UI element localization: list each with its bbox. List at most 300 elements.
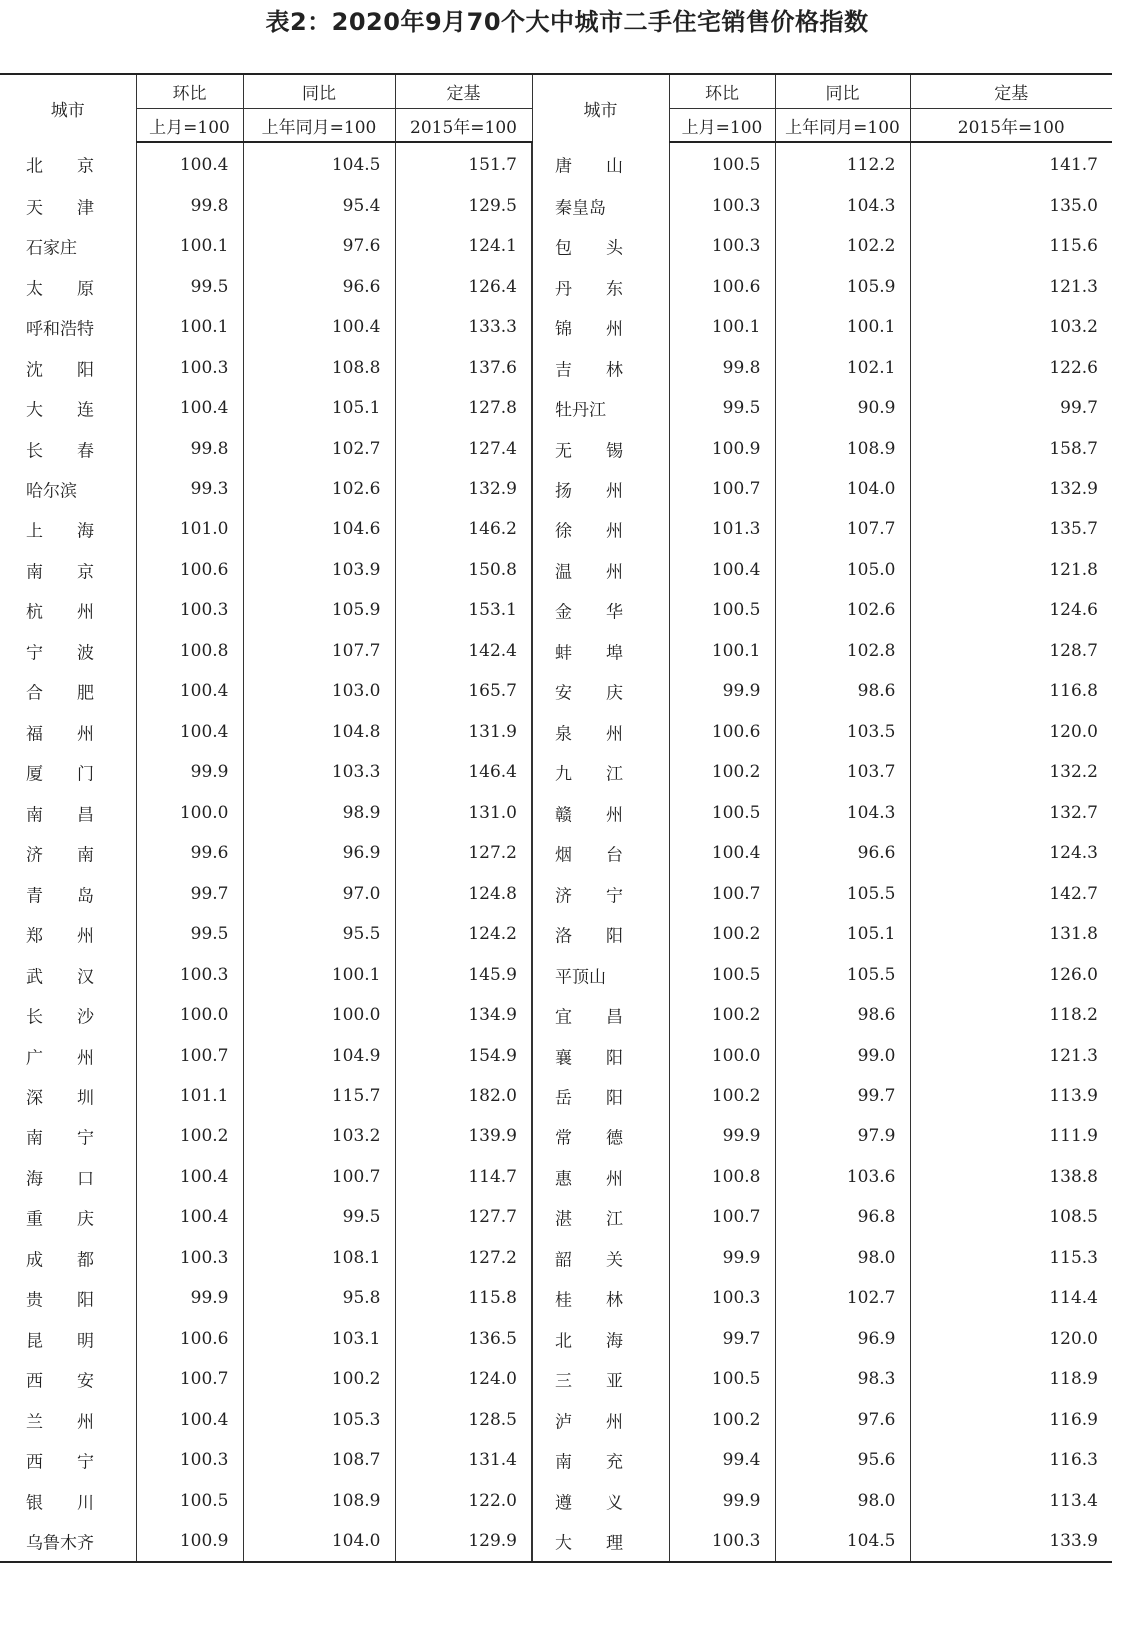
city-left-cell [0,995,136,1035]
mom-left-cell: 99.5 [136,914,243,954]
city-left-cell [0,142,136,185]
city-left-cell [0,1035,136,1075]
yoy-left-cell: 96.9 [243,833,395,873]
base-left-cell: 137.6 [395,347,532,387]
city-name: 郑 州 [26,926,94,947]
city-left-cell [0,1440,136,1480]
mom-right-cell: 99.9 [669,1480,775,1520]
yoy-left-cell: 104.9 [243,1035,395,1075]
mom-left-cell: 100.1 [136,307,243,347]
table-row [0,873,1112,913]
city-name: 蚌 埠 [555,643,623,664]
city-right-cell [532,1359,669,1399]
base-left-cell: 122.0 [395,1480,532,1520]
header-yoy-left: 同比 [243,74,395,109]
city-right-cell [532,1319,669,1359]
base-right-cell: 121.8 [910,550,1112,590]
table-row [0,1359,1112,1399]
subheader-mom-left: 上月=100 [136,109,243,143]
mom-left-cell: 100.8 [136,631,243,671]
yoy-right-cell: 107.7 [775,509,910,549]
yoy-right-cell: 105.0 [775,550,910,590]
table-row [0,509,1112,549]
city-right-cell [532,469,669,509]
city-right-cell [532,1035,669,1075]
city-name: 锦 州 [555,319,623,340]
city-name: 北 海 [555,1331,623,1352]
city-left-cell [0,1480,136,1520]
mom-left-cell: 99.9 [136,752,243,792]
city-name: 合 肥 [26,683,94,704]
base-right-cell: 118.2 [910,995,1112,1035]
city-name: 岳 阳 [555,1088,623,1109]
base-left-cell: 124.0 [395,1359,532,1399]
city-name: 乌鲁木齐 [26,1533,94,1554]
city-name: 包 头 [555,238,623,259]
yoy-right-cell: 98.6 [775,995,910,1035]
base-right-cell: 108.5 [910,1197,1112,1237]
city-name: 安 庆 [555,683,623,704]
yoy-right-cell: 95.6 [775,1440,910,1480]
mom-right-cell: 99.9 [669,1116,775,1156]
city-right-cell [532,388,669,428]
yoy-left-cell: 95.5 [243,914,395,954]
mom-right-cell: 99.5 [669,388,775,428]
table-title: 表2：2020年9月70个大中城市二手住宅销售价格指数 [265,8,869,36]
mom-right-cell: 99.7 [669,1319,775,1359]
mom-left-cell: 100.4 [136,388,243,428]
base-left-cell: 142.4 [395,631,532,671]
yoy-right-cell: 102.2 [775,226,910,266]
mom-right-cell: 100.2 [669,1076,775,1116]
city-right-cell [532,873,669,913]
base-left-cell: 124.8 [395,873,532,913]
city-right-cell [532,914,669,954]
header-yoy-right: 同比 [775,74,910,109]
mom-right-cell: 100.3 [669,1278,775,1318]
price-index-table [0,73,1112,1563]
city-right-cell [532,550,669,590]
mom-left-cell: 99.8 [136,428,243,468]
city-left-cell [0,428,136,468]
base-right-cell: 121.3 [910,266,1112,306]
base-left-cell: 146.4 [395,752,532,792]
mom-right-cell: 100.3 [669,185,775,225]
base-right-cell: 128.7 [910,631,1112,671]
table-row [0,226,1112,266]
city-name: 沈 阳 [26,360,94,381]
base-left-cell: 182.0 [395,1076,532,1116]
city-name: 西 安 [26,1371,94,1392]
mom-right-cell: 100.5 [669,1359,775,1399]
city-left-cell [0,590,136,630]
base-left-cell: 133.3 [395,307,532,347]
yoy-right-cell: 97.9 [775,1116,910,1156]
yoy-right-cell: 102.7 [775,1278,910,1318]
city-right-cell [532,1116,669,1156]
city-name: 牡丹江 [555,400,606,421]
city-left-cell [0,873,136,913]
table-row [0,752,1112,792]
base-left-cell: 114.7 [395,1157,532,1197]
base-right-cell: 158.7 [910,428,1112,468]
mom-right-cell: 100.3 [669,226,775,266]
table-row [0,266,1112,306]
city-left-cell [0,1157,136,1197]
yoy-right-cell: 98.0 [775,1480,910,1520]
mom-left-cell: 99.9 [136,1278,243,1318]
base-left-cell: 131.9 [395,712,532,752]
base-left-cell: 154.9 [395,1035,532,1075]
mom-right-cell: 100.5 [669,590,775,630]
base-left-cell: 136.5 [395,1319,532,1359]
mom-left-cell: 100.1 [136,226,243,266]
mom-left-cell: 100.6 [136,1319,243,1359]
city-left-cell [0,1197,136,1237]
base-right-cell: 124.3 [910,833,1112,873]
mom-right-cell: 100.4 [669,833,775,873]
mom-left-cell: 100.3 [136,347,243,387]
city-name: 三 亚 [555,1371,623,1392]
base-left-cell: 134.9 [395,995,532,1035]
subheader-base-left: 2015年=100 [395,109,532,143]
city-name: 长 沙 [26,1007,94,1028]
city-name: 秦皇岛 [555,198,606,219]
table-row [0,671,1112,711]
city-name: 上 海 [26,521,94,542]
base-left-cell: 127.8 [395,388,532,428]
city-name: 厦 门 [26,764,94,785]
city-name: 遵 义 [555,1493,623,1514]
base-right-cell: 126.0 [910,954,1112,994]
header-base-right: 定基 [910,74,1112,109]
yoy-right-cell: 96.9 [775,1319,910,1359]
base-right-cell: 124.6 [910,590,1112,630]
city-name: 海 口 [26,1169,94,1190]
city-name: 广 州 [26,1048,94,1069]
header-base-left: 定基 [395,74,532,109]
mom-left-cell: 100.5 [136,1480,243,1520]
yoy-left-cell: 105.3 [243,1400,395,1440]
header-mom-right: 环比 [669,74,775,109]
mom-left-cell: 100.6 [136,550,243,590]
yoy-right-cell: 96.8 [775,1197,910,1237]
city-name: 太 原 [26,279,94,300]
yoy-left-cell: 102.7 [243,428,395,468]
city-right-cell [532,185,669,225]
base-left-cell: 153.1 [395,590,532,630]
city-name: 重 庆 [26,1209,94,1230]
base-right-cell: 131.8 [910,914,1112,954]
yoy-right-cell: 103.7 [775,752,910,792]
yoy-right-cell: 105.9 [775,266,910,306]
city-name: 吉 林 [555,360,623,381]
subheader-base-right: 2015年=100 [910,109,1112,143]
city-right-cell [532,1076,669,1116]
base-left-cell: 115.8 [395,1278,532,1318]
mom-left-cell: 100.4 [136,712,243,752]
city-name: 南 宁 [26,1128,94,1149]
city-name: 贵 阳 [26,1290,94,1311]
base-right-cell: 135.7 [910,509,1112,549]
city-name: 泉 州 [555,724,623,745]
city-right-cell [532,793,669,833]
table-row [0,1440,1112,1480]
city-name: 成 都 [26,1250,94,1271]
table-row [0,631,1112,671]
mom-left-cell: 100.4 [136,1400,243,1440]
city-name: 金 华 [555,602,623,623]
yoy-left-cell: 100.0 [243,995,395,1035]
header-city-left: 城市 [0,74,136,142]
table-row [0,388,1112,428]
city-name: 丹 东 [555,279,623,300]
city-left-cell [0,266,136,306]
base-left-cell: 150.8 [395,550,532,590]
city-name: 福 州 [26,724,94,745]
mom-left-cell: 100.2 [136,1116,243,1156]
mom-right-cell: 99.9 [669,1238,775,1278]
base-right-cell: 120.0 [910,1319,1112,1359]
mom-left-cell: 100.3 [136,590,243,630]
base-left-cell: 129.9 [395,1521,532,1562]
base-right-cell: 116.8 [910,671,1112,711]
mom-right-cell: 100.4 [669,550,775,590]
mom-left-cell: 101.0 [136,509,243,549]
city-right-cell [532,226,669,266]
city-name: 宁 波 [26,643,94,664]
city-left-cell [0,712,136,752]
base-right-cell: 133.9 [910,1521,1112,1562]
table-row [0,1400,1112,1440]
mom-left-cell: 99.6 [136,833,243,873]
city-name: 无 锡 [555,441,623,462]
city-name: 桂 林 [555,1290,623,1311]
base-left-cell: 132.9 [395,469,532,509]
header-city-right: 城市 [532,74,669,142]
yoy-left-cell: 107.7 [243,631,395,671]
base-left-cell: 124.1 [395,226,532,266]
city-name: 温 州 [555,562,623,583]
city-name: 泸 州 [555,1412,623,1433]
table-row [0,1319,1112,1359]
base-right-cell: 115.6 [910,226,1112,266]
mom-right-cell: 100.9 [669,428,775,468]
base-right-cell: 111.9 [910,1116,1112,1156]
city-name: 韶 关 [555,1250,623,1271]
city-left-cell [0,1521,136,1562]
base-right-cell: 135.0 [910,185,1112,225]
city-left-cell [0,793,136,833]
mom-right-cell: 100.1 [669,307,775,347]
city-name: 哈尔滨 [26,481,77,502]
yoy-left-cell: 104.6 [243,509,395,549]
city-right-cell [532,1157,669,1197]
city-right-cell [532,347,669,387]
yoy-left-cell: 104.8 [243,712,395,752]
yoy-right-cell: 103.6 [775,1157,910,1197]
city-left-cell [0,1359,136,1399]
city-name: 昆 明 [26,1331,94,1352]
mom-left-cell: 101.1 [136,1076,243,1116]
mom-right-cell: 100.2 [669,914,775,954]
mom-left-cell: 100.7 [136,1359,243,1399]
table-row [0,793,1112,833]
yoy-right-cell: 105.1 [775,914,910,954]
table-row [0,1157,1112,1197]
mom-right-cell: 100.7 [669,1197,775,1237]
city-name: 平顶山 [555,967,606,988]
mom-right-cell: 100.7 [669,873,775,913]
table-row [0,1521,1112,1562]
city-name: 大 理 [555,1533,623,1554]
mom-right-cell: 99.9 [669,671,775,711]
city-right-cell [532,1278,669,1318]
yoy-right-cell: 104.3 [775,185,910,225]
table-row [0,1116,1112,1156]
city-left-cell [0,347,136,387]
yoy-right-cell: 102.6 [775,590,910,630]
mom-left-cell: 100.3 [136,954,243,994]
yoy-right-cell: 100.1 [775,307,910,347]
city-left-cell [0,833,136,873]
mom-left-cell: 100.3 [136,1238,243,1278]
city-name: 湛 江 [555,1209,623,1230]
table-row [0,469,1112,509]
yoy-left-cell: 104.0 [243,1521,395,1562]
city-left-cell [0,1116,136,1156]
mom-left-cell: 100.9 [136,1521,243,1562]
base-right-cell: 138.8 [910,1157,1112,1197]
mom-right-cell: 100.8 [669,1157,775,1197]
city-name: 杭 州 [26,602,94,623]
yoy-right-cell: 102.1 [775,347,910,387]
base-right-cell: 114.4 [910,1278,1112,1318]
city-right-cell [532,509,669,549]
yoy-left-cell: 100.2 [243,1359,395,1399]
table-row [0,914,1112,954]
yoy-left-cell: 108.8 [243,347,395,387]
mom-right-cell: 100.3 [669,1521,775,1562]
yoy-left-cell: 95.8 [243,1278,395,1318]
yoy-right-cell: 112.2 [775,142,910,185]
yoy-left-cell: 108.7 [243,1440,395,1480]
mom-right-cell: 99.4 [669,1440,775,1480]
yoy-left-cell: 97.6 [243,226,395,266]
yoy-right-cell: 102.8 [775,631,910,671]
yoy-right-cell: 105.5 [775,954,910,994]
mom-right-cell: 100.6 [669,266,775,306]
city-right-cell [532,307,669,347]
city-left-cell [0,752,136,792]
base-left-cell: 131.0 [395,793,532,833]
city-name: 青 岛 [26,886,94,907]
base-left-cell: 128.5 [395,1400,532,1440]
subheader-yoy-left: 上年同月=100 [243,109,395,143]
city-left-cell [0,388,136,428]
base-left-cell: 145.9 [395,954,532,994]
yoy-right-cell: 108.9 [775,428,910,468]
base-right-cell: 118.9 [910,1359,1112,1399]
yoy-right-cell: 105.5 [775,873,910,913]
table-row [0,995,1112,1035]
city-name: 南 充 [555,1452,623,1473]
table-row [0,1076,1112,1116]
yoy-right-cell: 103.5 [775,712,910,752]
yoy-right-cell: 98.6 [775,671,910,711]
mom-right-cell: 100.5 [669,142,775,185]
mom-right-cell: 100.5 [669,793,775,833]
base-left-cell: 127.2 [395,1238,532,1278]
mom-right-cell: 100.7 [669,469,775,509]
yoy-left-cell: 95.4 [243,185,395,225]
city-name: 南 京 [26,562,94,583]
table-row [0,428,1112,468]
yoy-left-cell: 108.9 [243,1480,395,1520]
city-left-cell [0,469,136,509]
yoy-left-cell: 108.1 [243,1238,395,1278]
base-right-cell: 113.4 [910,1480,1112,1520]
city-left-cell [0,1238,136,1278]
yoy-left-cell: 103.1 [243,1319,395,1359]
city-right-cell [532,1440,669,1480]
city-name: 宜 昌 [555,1007,623,1028]
city-right-cell [532,1521,669,1562]
table-row [0,1197,1112,1237]
mom-right-cell: 100.2 [669,995,775,1035]
yoy-left-cell: 103.2 [243,1116,395,1156]
mom-right-cell: 101.3 [669,509,775,549]
city-left-cell [0,671,136,711]
yoy-right-cell: 98.0 [775,1238,910,1278]
mom-left-cell: 100.3 [136,1440,243,1480]
table-row [0,142,1112,185]
city-left-cell [0,914,136,954]
mom-right-cell: 100.2 [669,1400,775,1440]
city-right-cell [532,995,669,1035]
base-right-cell: 120.0 [910,712,1112,752]
mom-left-cell: 100.4 [136,1157,243,1197]
mom-right-cell: 100.1 [669,631,775,671]
city-left-cell [0,1319,136,1359]
yoy-right-cell: 99.0 [775,1035,910,1075]
city-name: 呼和浩特 [26,319,94,340]
table-row [0,1480,1112,1520]
city-name: 烟 台 [555,845,623,866]
city-name: 襄 阳 [555,1048,623,1069]
mom-left-cell: 100.0 [136,995,243,1035]
mom-right-cell: 100.6 [669,712,775,752]
yoy-left-cell: 103.9 [243,550,395,590]
mom-left-cell: 100.4 [136,1197,243,1237]
yoy-left-cell: 100.7 [243,1157,395,1197]
city-left-cell [0,307,136,347]
base-left-cell: 146.2 [395,509,532,549]
base-left-cell: 124.2 [395,914,532,954]
table-row [0,347,1112,387]
city-right-cell [532,1480,669,1520]
yoy-left-cell: 96.6 [243,266,395,306]
base-left-cell: 127.7 [395,1197,532,1237]
yoy-left-cell: 97.0 [243,873,395,913]
city-right-cell [532,954,669,994]
city-name: 兰 州 [26,1412,94,1433]
city-name: 济 南 [26,845,94,866]
base-left-cell: 131.4 [395,1440,532,1480]
mom-left-cell: 99.8 [136,185,243,225]
city-left-cell [0,1400,136,1440]
mom-right-cell: 99.8 [669,347,775,387]
